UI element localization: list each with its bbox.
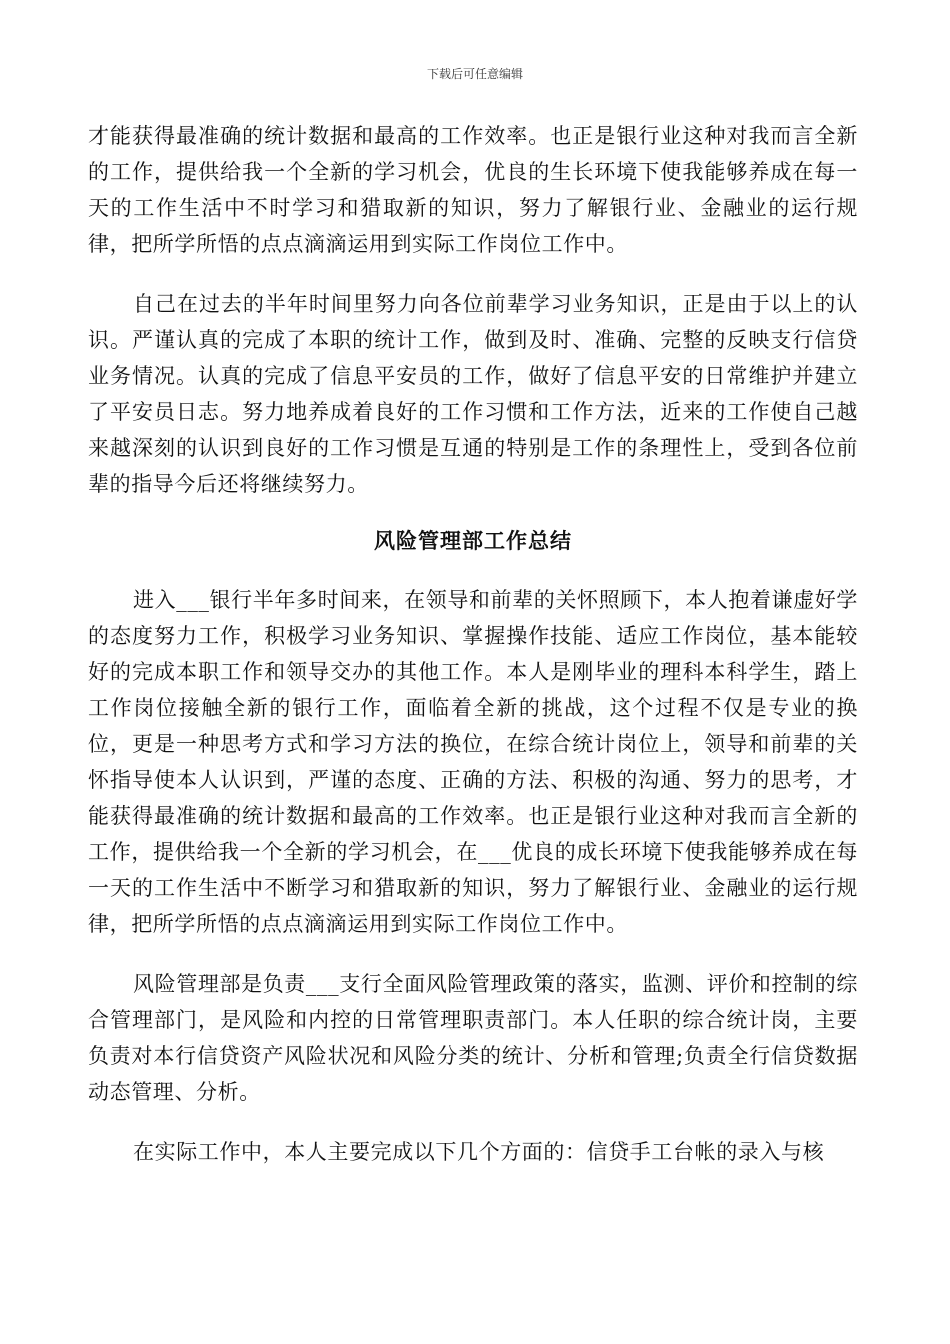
document-body — [88, 118, 858, 1194]
paragraph-1: 才能获得最准确的统计数据和最高的工作效率。也正是银行业这种对我而言全新的工作，提供给我一个全新的学习机会，优良的生长环境下使我能够养成在每一天的工作生活中不时学习和猎取新的知识，努力了解银行业、金融业的运行规律，把所学所悟的点点滴滴运用到实际工作岗位工作中。 — [88, 124, 858, 256]
page-header-note: 下载后可任意编辑 — [426, 67, 523, 81]
paragraph-4: 风险管理部是负责___支行全面风险管理政策的落实，监测、评价和控制的综合管理部门，是风险和内控的日常管理职责部门。本人任职的综合统计岗，主要负责对本行信贷资产风险状况和风险分类的统计、分析和管理;负责全行信贷数据动态管理、分析。 — [88, 972, 858, 1104]
section-title: 风险管理部工作总结 — [374, 529, 572, 553]
paragraph-3: 进入___银行半年多时间来，在领导和前辈的关怀照顾下，本人抱着谦虚好学的态度努力工作，积极学习业务知识、掌握操作技能、适应工作岗位，基本能较好的完成本职工作和领导交办的其他工作。本人是刚毕业的理科本科学生，踏上工作岗位接触全新的银行工作，面临着全新的挑战，这个过程不仅是专业的换位，更是一种思考方式和学习方法的换位，在综合统计岗位上，领导和前辈的关怀指导使本人认识到，严谨的态度、正确的方法、积极的沟通、努力的思考，才能获得最准确的统计数据和最高的工作效率。也正是银行业这种对我而言全新的工作，提供给我一个全新的学习机会，在___优良的成长环境下使我能够养成在每一天的工作生活中不断学习和猎取新的知识，努力了解银行业、金融业的运行规律，把所学所悟的点点滴滴运用到实际工作岗位工作中。 — [88, 588, 858, 936]
paragraph-5: 在实际工作中，本人主要完成以下几个方面的：信贷手工台帐的录入与核 — [133, 1140, 825, 1164]
paragraph-2: 自己在过去的半年时间里努力向各位前辈学习业务知识，正是由于以上的认识。严谨认真的完成了本职的统计工作，做到及时、准确、完整的反映支行信贷业务情况。认真的完成了信息平安员的工作，做好了信息平安的日常维护并建立了平安员日志。努力地养成着良好的工作习惯和工作方法，近来的工作使自己越来越深刻的认识到良好的工作习惯是互通的特别是工作的条理性上，受到各位前辈的指导今后还将继续努力。 — [88, 292, 858, 496]
